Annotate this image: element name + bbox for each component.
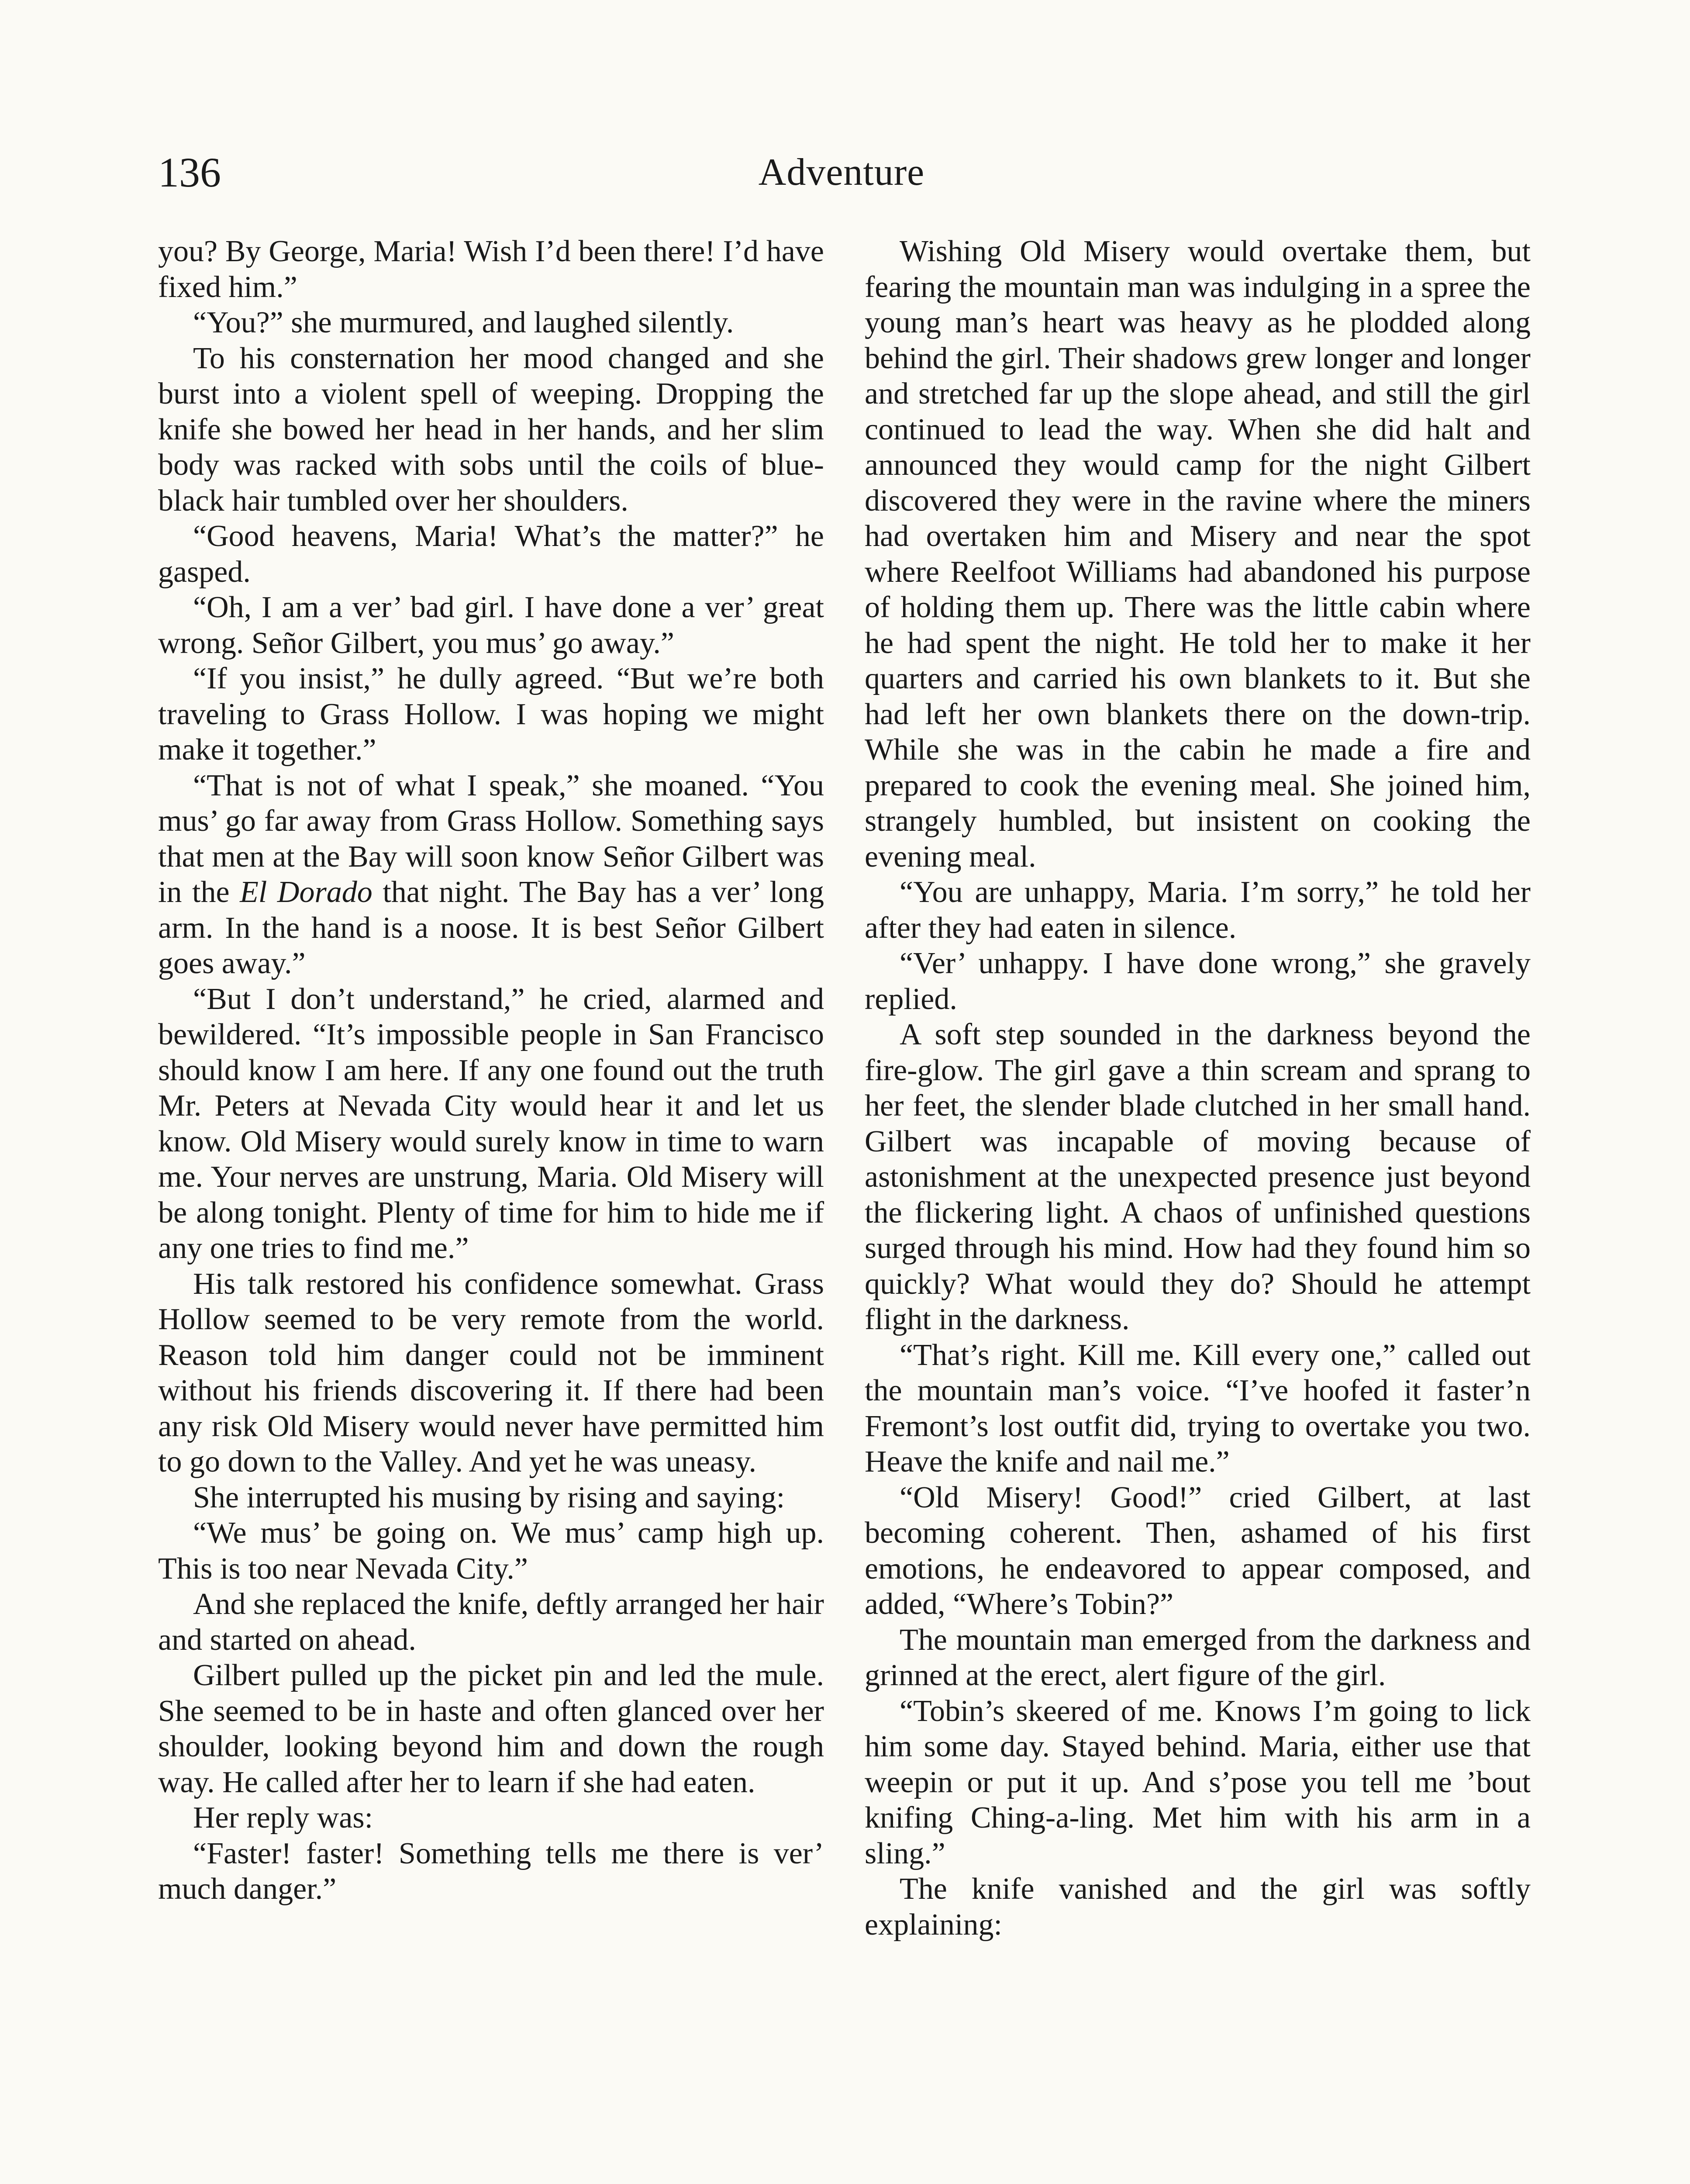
paragraph: “Oh, I am a ver’ bad girl. I have done a ver’ great wrong. Señor Gilbert, you mus’ go away.” (158, 591, 824, 660)
ship-name: El Dorado (240, 875, 372, 909)
paragraph: “Ver’ unhappy. I have done wrong,” she gravely replied. (865, 947, 1531, 1016)
paragraph: She interrupted his musing by rising and saying: (193, 1480, 785, 1514)
paragraph: “Tobin’s skeered of me. Knows I’m going to lick him some day. Stayed behind. Maria, either use that weepin or put it up. And s’pose you tell me ’bout knifing Ching-a-ling. Met him with his arm in a sling.” (865, 1694, 1531, 1870)
paragraph: “You?” she murmured, and laughed silently. (193, 306, 734, 339)
page-number: 136 (158, 149, 221, 196)
paragraph: The knife vanished and the girl was softly explaining: (865, 1872, 1531, 1942)
paragraph: To his consternation her mood changed and she burst into a violent spell of weeping. Dropping the knife she bowed her head in her hands, and her slim body was racked with sobs until the coils of blue-black hair tumbled over her shoulders. (158, 341, 824, 518)
page-header (158, 144, 1525, 210)
paragraph: Her reply was: (193, 1801, 373, 1835)
paragraph: “Good heavens, Maria! What’s the matter?” he gasped. (158, 519, 824, 589)
running-title: Adventure (758, 151, 925, 194)
paragraph: Gilbert pulled up the picket pin and led the mule. She seemed to be in haste and often glanced over her shoulder, looking beyond him and down the rough way. He called after her to learn if she had eaten. (158, 1659, 824, 1799)
paragraph: Wishing Old Misery would overtake them, but fearing the mountain man was indulging in a spree the young man’s heart was heavy as he plodded along behind the girl. Their shadows grew longer and longer and stretched far up the slope ahead, and still the girl continued to lead the way. When she did halt and announced they would camp for the night Gilbert discovered they were in the ravine where the miners had overtaken him and Misery and near the spot where Reelfoot Williams had abandoned his purpose of holding them up. There was the little cabin where he had spent the night. He told her to make it her quarters and carried his own blankets to it. But she had left her own blankets there on the down-trip. While she was in the cabin he made a fire and prepared to cook the evening meal. She joined him, strangely humbled, but insistent on cooking the evening meal. (865, 235, 1531, 874)
paragraph-text: that night. The Bay has a ver’ long arm. In the hand is a noose. It is best Señor Gilbert goes away.” (158, 875, 824, 980)
paragraph: “You are unhappy, Maria. I’m sorry,” he told her after they had eaten in silence. (865, 875, 1531, 945)
paragraph (158, 768, 824, 981)
paragraph: “That’s right. Kill me. Kill every one,” called out the mountain man’s voice. “I’ve hoofed it faster’n Fremont’s lost outfit did, trying to overtake you two. Heave the knife and nail me.” (865, 1338, 1531, 1479)
paragraph-text: “That is not of what I speak,” she moaned. “You mus’ go far away from Grass Hollow. Something says that men at the Bay will soon know Señor Gilbert was in the (158, 768, 824, 909)
right-column (865, 234, 1531, 1942)
paragraph: A soft step sounded in the darkness beyond the fire-glow. The girl gave a thin scream and sprang to her feet, the slender blade clutched in her small hand. Gilbert was incapable of moving because of astonishment at the unexpected presence just beyond the flickering light. A chaos of unfinished questions surged through his mind. How had they found him so quickly? What would they do? Should he attempt flight in the darkness. (865, 1018, 1531, 1336)
paragraph: And she replaced the knife, deftly arranged her hair and started on ahead. (158, 1587, 824, 1657)
paragraph: “If you insist,” he dully agreed. “But we’re both traveling to Grass Hollow. I was hoping we might make it together.” (158, 662, 824, 767)
paragraph: The mountain man emerged from the darkness and grinned at the erect, alert figure of the girl. (865, 1623, 1531, 1692)
paragraph: “But I don’t understand,” he cried, alarmed and bewildered. “It’s impossible people in San Francisco should know I am here. If any one found out the truth Mr. Peters at Nevada City would hear it and let us know. Old Misery would surely know in time to warn me. Your nerves are unstrung, Maria. Old Misery will be along tonight. Plenty of time for him to hide me if any one tries to find me.” (158, 982, 824, 1265)
paragraph: “Faster! faster! Something tells me there is ver’ much danger.” (158, 1836, 824, 1906)
paragraph: “We mus’ be going on. We mus’ camp high up. This is too near Nevada City.” (158, 1516, 824, 1586)
paragraph: you? By George, Maria! Wish I’d been there! I’d have fixed him.” (158, 235, 824, 304)
paragraph: His talk restored his confidence somewhat. Grass Hollow seemed to be very remote from the world. Reason told him danger could not be imminent without his friends discovering it. If there had been any risk Old Misery would never have permitted him to go down to the Valley. And yet he was uneasy. (158, 1267, 824, 1479)
left-column (158, 234, 824, 1907)
paragraph: “Old Misery! Good!” cried Gilbert, at last becoming coherent. Then, ashamed of his first emotions, he endeavored to appear composed, and added, “Where’s Tobin?” (865, 1480, 1531, 1621)
